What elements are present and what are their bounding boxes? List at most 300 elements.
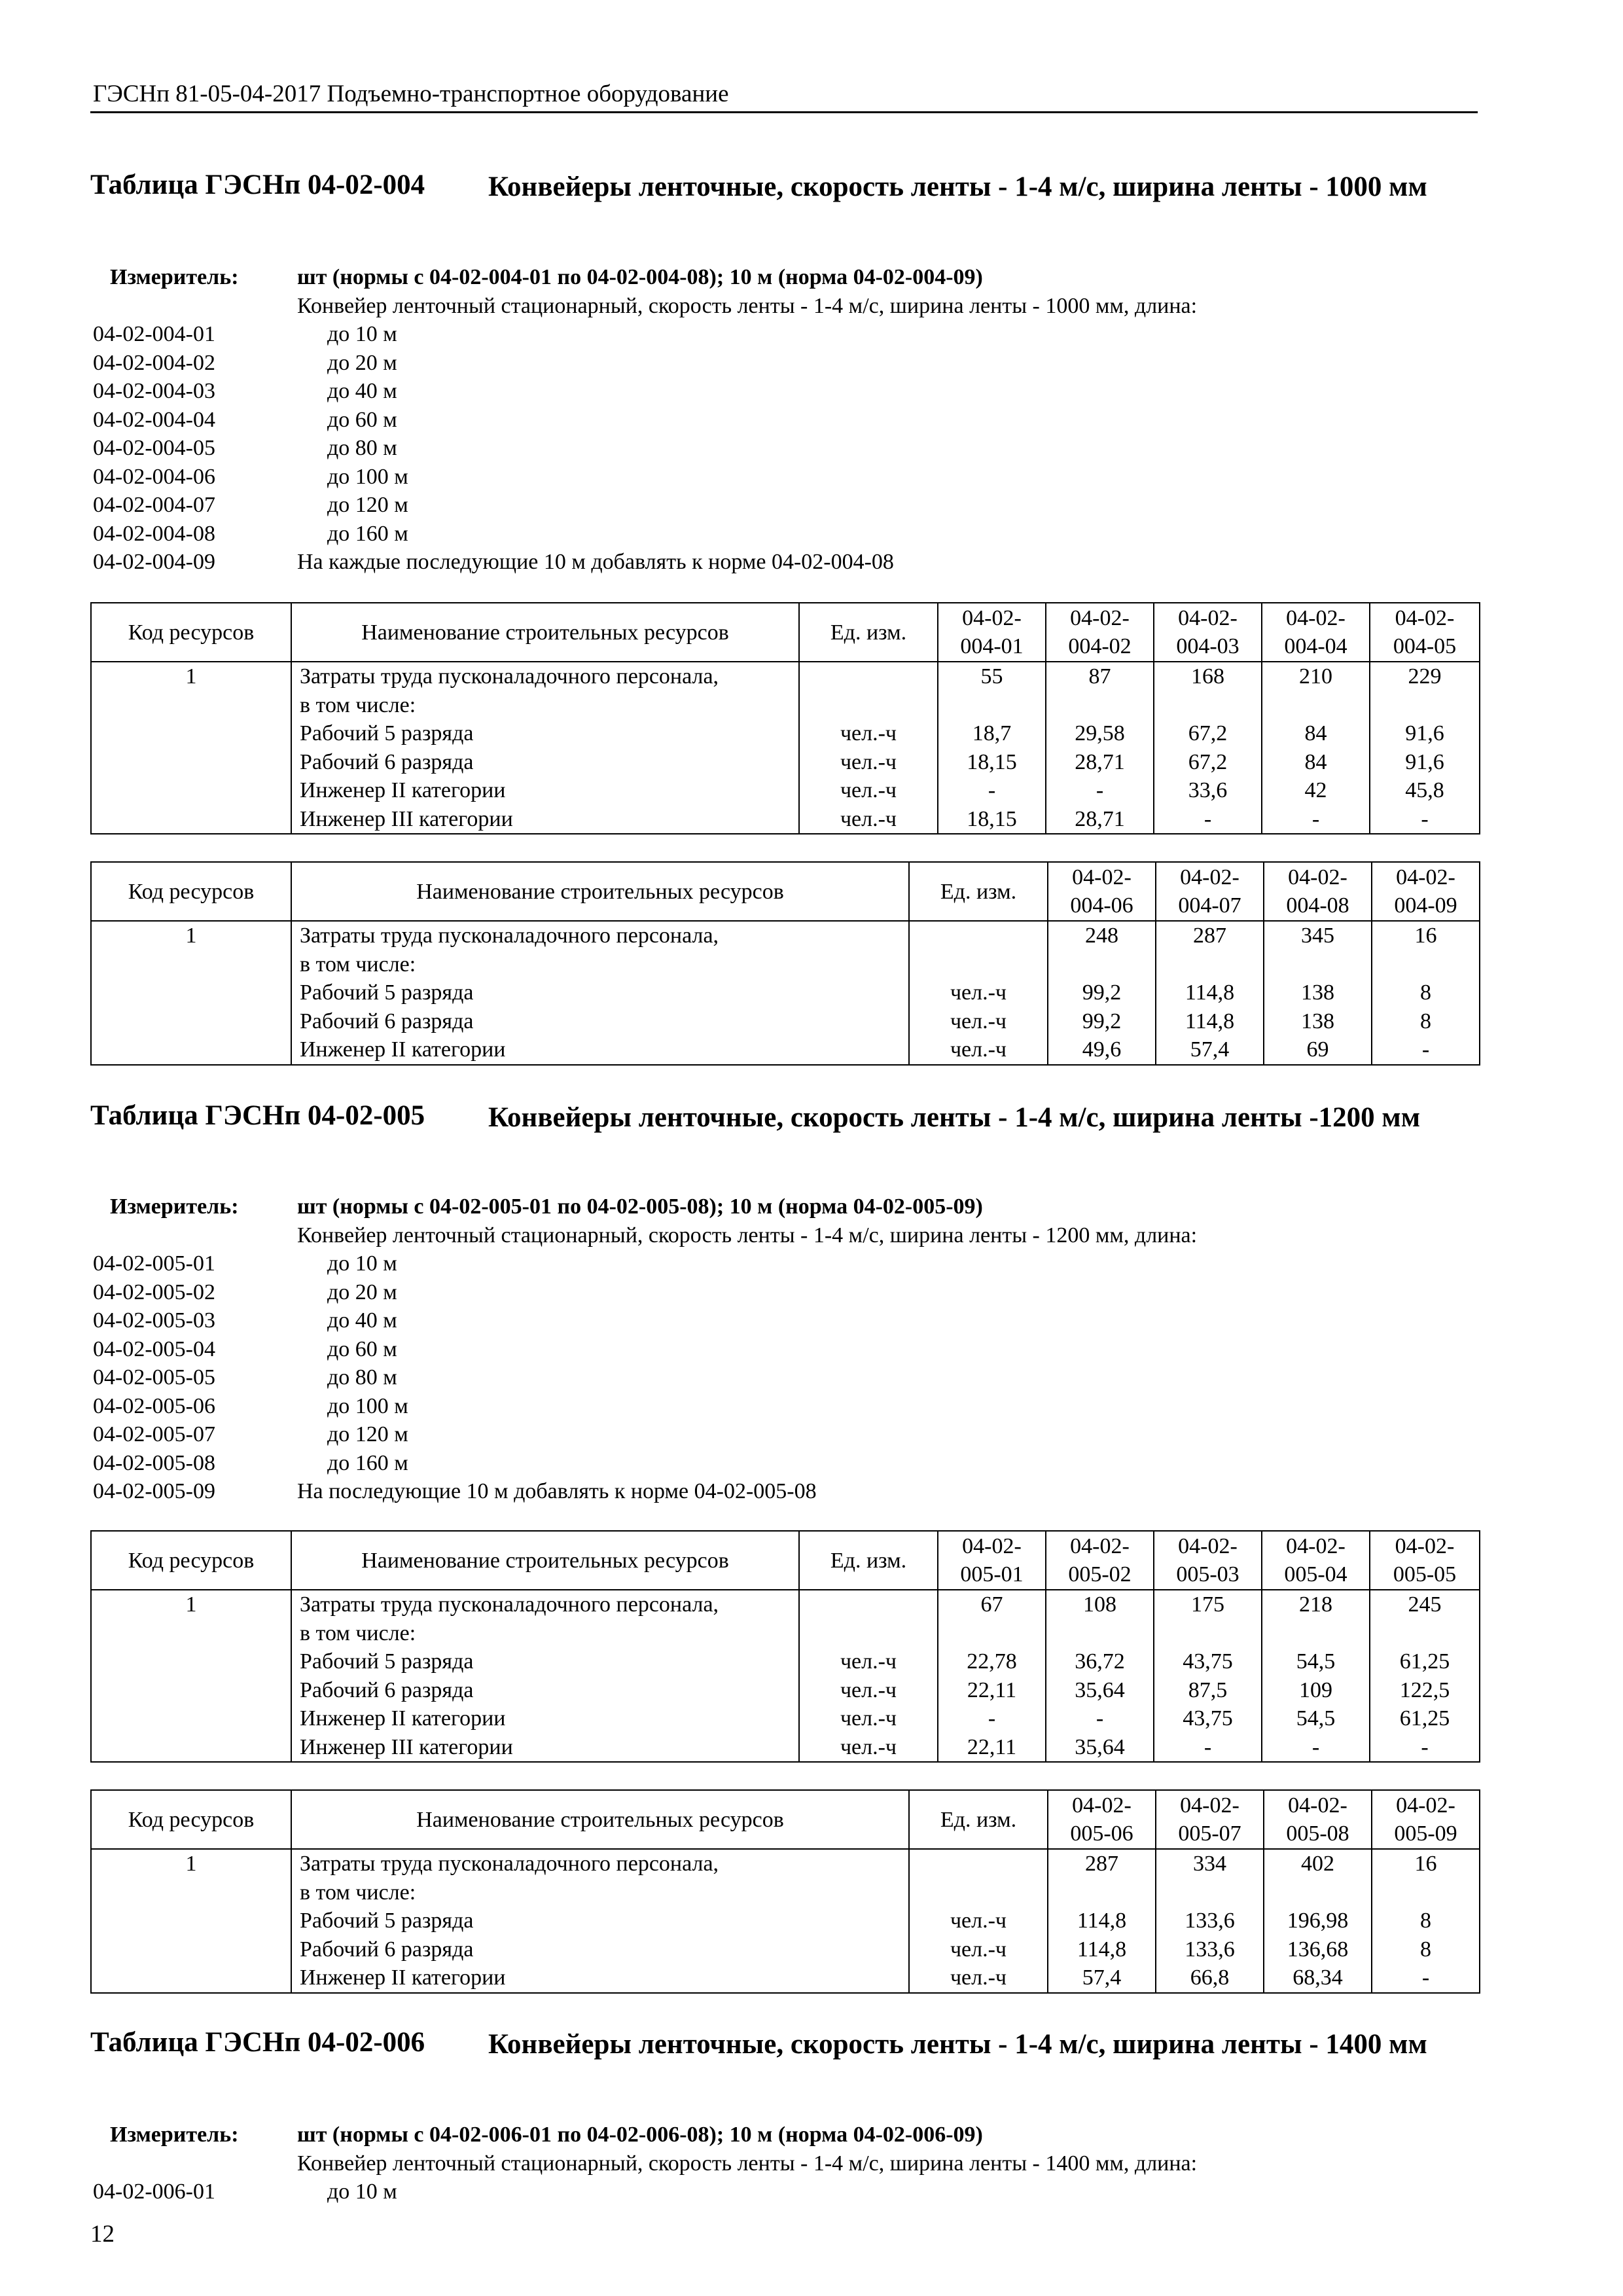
norm-code: 04-02-005-02: [93, 1280, 215, 1304]
norm-code-line1: 04-02-: [1396, 1793, 1455, 1818]
norm-code-line1: 04-02-: [1395, 1534, 1455, 1558]
norm-value: 133,6: [1185, 1937, 1235, 1962]
norm-code: 04-02-005-06: [93, 1393, 215, 1418]
norm-value: 35,64: [1075, 1677, 1125, 1702]
col-header-unit: Ед. изм.: [799, 603, 938, 662]
norm-value: 218: [1299, 1592, 1332, 1617]
resource-name: в том числе:: [300, 1621, 416, 1645]
norm-code-line2: 004-09: [1394, 893, 1457, 918]
norm-value: 138: [1301, 980, 1334, 1005]
norm-item: [90, 2178, 1478, 2206]
norm-value: 54,5: [1296, 1706, 1336, 1731]
norm-length: до 60 м: [327, 1336, 397, 1361]
norm-length: до 40 м: [327, 1308, 397, 1333]
norm-value: 84: [1304, 749, 1327, 774]
measure-row: [90, 2121, 1478, 2149]
norm-value: 42: [1304, 778, 1327, 802]
norm-value: 248: [1085, 924, 1118, 948]
norm-values: [1370, 662, 1480, 834]
resource-table-b: [90, 861, 1478, 1066]
norm-values: [1372, 1849, 1480, 1993]
resource-unit: чел.-ч: [950, 1009, 1007, 1033]
norm-code-line1: 04-02-: [1396, 865, 1455, 889]
norm-code-line1: 04-02-: [1288, 1793, 1347, 1818]
norm-code-line1: 04-02-: [1180, 865, 1240, 889]
norm-code-line1: 04-02-: [1395, 606, 1455, 630]
norm-length: до 40 м: [327, 379, 397, 403]
resource-unit: [910, 1850, 1047, 1878]
norm-value: [1156, 1878, 1263, 1907]
norm-value: [938, 1619, 1045, 1648]
col-header-norm: [1156, 1790, 1264, 1849]
norm-value: 84: [1304, 721, 1327, 745]
norm-value: [1370, 1619, 1479, 1648]
resource-unit: чел.-ч: [840, 721, 897, 745]
resource-unit: чел.-ч: [840, 1649, 897, 1674]
norm-code-line2: 004-07: [1178, 893, 1241, 918]
resource-name: в том числе:: [300, 692, 416, 717]
norm-value: 67,2: [1188, 749, 1228, 774]
measure-list: [90, 2121, 1478, 2206]
norm-code: 04-02-004-06: [93, 464, 215, 489]
section-04-02-005: [90, 1100, 1478, 1178]
norm-code-line2: 005-06: [1070, 1821, 1133, 1846]
page-header: [90, 77, 1478, 113]
col-header-unit: Ед. изм.: [799, 1531, 938, 1590]
norm-value: 16: [1414, 1852, 1437, 1876]
resource-name: Рабочий 5 разряда: [300, 1909, 474, 1933]
norm-item: [90, 1392, 1478, 1421]
norm-code-line2: 005-02: [1068, 1562, 1132, 1587]
norm-value: 87,5: [1188, 1677, 1228, 1702]
header-row: [91, 1531, 1480, 1590]
norm-value: 168: [1191, 664, 1224, 689]
norm-length: до 20 м: [327, 1280, 397, 1304]
col-header-unit: Ед. изм.: [909, 1790, 1048, 1849]
norm-item: [90, 349, 1478, 378]
norm-item: [90, 1335, 1478, 1364]
norm-value: 16: [1414, 924, 1437, 948]
resource-unit: [800, 1619, 937, 1648]
norm-item: [90, 1363, 1478, 1392]
table-number: Таблица ГЭСНп 04-02-004: [90, 170, 425, 200]
norm-item: [90, 1420, 1478, 1449]
norm-value: -: [1096, 1706, 1104, 1731]
norm-values: [1264, 1849, 1372, 1993]
col-header-norm: [1156, 862, 1264, 921]
norm-value: 18,15: [967, 749, 1017, 774]
norm-value: 29,58: [1075, 721, 1125, 745]
norm-value: 229: [1408, 664, 1442, 689]
norm-values: [1046, 1590, 1154, 1762]
norm-code: 04-02-005-09: [93, 1479, 215, 1503]
resource-unit: [910, 950, 1047, 979]
resource-unit: [800, 691, 937, 720]
norm-code: 04-02-004-07: [93, 493, 215, 517]
col-header-norm: [1372, 1790, 1480, 1849]
norm-value: -: [1096, 778, 1104, 802]
norm-code-line1: 04-02-: [1288, 865, 1347, 889]
norm-item: [90, 377, 1478, 406]
norm-value: -: [1204, 1734, 1212, 1759]
norm-length: до 100 м: [327, 1393, 408, 1418]
norm-value: 109: [1299, 1677, 1332, 1702]
col-header-norm: [1370, 603, 1480, 662]
resource-name: в том числе:: [300, 952, 416, 977]
col-header-norm: [1154, 1531, 1262, 1590]
resource-name: Инженер III категории: [300, 806, 513, 831]
description: Конвейер ленточный стационарный, скорость ленты - 1-4 м/с, ширина ленты - 1400 мм, длина:: [297, 2151, 1198, 2176]
col-header-norm: [1372, 862, 1480, 921]
norm-value: 28,71: [1075, 806, 1125, 831]
norm-value: [1048, 950, 1155, 979]
norm-value: [1046, 691, 1153, 720]
norm-value: -: [1204, 806, 1212, 831]
col-header-norm: [1046, 603, 1154, 662]
norm-value: 245: [1408, 1592, 1442, 1617]
norm-value: 402: [1301, 1852, 1334, 1876]
measure-label: Измеритель:: [110, 1194, 239, 1219]
norm-values: [1372, 921, 1480, 1065]
resource-name: Рабочий 6 разряда: [300, 749, 474, 774]
table-row: [91, 921, 1480, 1065]
page-number: 12: [90, 2221, 115, 2248]
norm-value: 68,34: [1293, 1965, 1343, 1990]
norm-values: [1264, 921, 1372, 1065]
col-header-norm: [1264, 862, 1372, 921]
norm-value: 22,11: [967, 1734, 1017, 1759]
norm-code-line1: 04-02-: [1180, 1793, 1240, 1818]
measure-row: [90, 263, 1478, 292]
norm-value: 196,98: [1287, 1909, 1349, 1933]
norm-code-line2: 005-08: [1286, 1821, 1349, 1846]
norm-code-line2: 004-01: [960, 634, 1024, 658]
norm-value: 108: [1083, 1592, 1116, 1617]
resource-code: 1: [91, 662, 291, 834]
col-header-code: Код ресурсов: [91, 1531, 291, 1590]
norm-value: [1370, 691, 1479, 720]
norm-item: [90, 1306, 1478, 1335]
norm-value: 54,5: [1296, 1649, 1336, 1674]
norm-length: до 160 м: [327, 521, 408, 546]
resource-code: 1: [91, 921, 291, 1065]
measure-label: Измеритель:: [110, 2123, 239, 2147]
description-row: [90, 1221, 1478, 1250]
norm-value: 138: [1301, 1009, 1334, 1033]
table-row: [91, 662, 1480, 834]
measure-row: [90, 1193, 1478, 1221]
norm-value: [1048, 1878, 1155, 1907]
norm-code-line1: 04-02-: [1070, 1534, 1130, 1558]
norm-value: [1262, 1619, 1369, 1648]
header-title: ГЭСНп 81-05-04-2017 Подъемно-транспортное оборудование: [93, 81, 729, 107]
norm-code-line1: 04-02-: [1286, 606, 1346, 630]
norm-values: [938, 662, 1046, 834]
resource-unit: чел.-ч: [950, 980, 1007, 1005]
col-header-name: Наименование строительных ресурсов: [291, 862, 909, 921]
norm-length: до 160 м: [327, 1450, 408, 1475]
col-header-code: Код ресурсов: [91, 603, 291, 662]
col-header-norm: [938, 603, 1046, 662]
norm-code-line2: 004-08: [1286, 893, 1349, 918]
table-row: [91, 1849, 1480, 1993]
norm-value: [1372, 1878, 1479, 1907]
norm-code-line2: 004-04: [1284, 634, 1347, 658]
header-row: [91, 1790, 1480, 1849]
resource-names: [291, 662, 799, 834]
norm-code: 04-02-005-03: [93, 1308, 215, 1333]
description-row: [90, 2149, 1478, 2178]
norm-value: 175: [1191, 1592, 1224, 1617]
norm-value: 36,72: [1075, 1649, 1125, 1674]
norm-values: [1048, 921, 1156, 1065]
measure-block: [90, 263, 1478, 577]
resource-name: Рабочий 6 разряда: [300, 1009, 474, 1033]
norm-values: [938, 1590, 1046, 1762]
norm-code-line1: 04-02-: [1178, 1534, 1238, 1558]
resource-name: Рабочий 5 разряда: [300, 980, 474, 1005]
norm-value: 287: [1193, 924, 1226, 948]
norm-value: 122,5: [1399, 1677, 1450, 1702]
norm-value: 67,2: [1188, 721, 1228, 745]
resource-name: Затраты труда пусконаладочного персонала,: [300, 1592, 719, 1617]
norm-value: 43,75: [1183, 1649, 1233, 1674]
measure-units: шт (нормы с 04-02-005-01 по 04-02-005-08); 10 м (норма 04-02-005-09): [297, 1194, 983, 1219]
norm-length: до 20 м: [327, 350, 397, 375]
norm-value: -: [1421, 806, 1429, 831]
table-number: Таблица ГЭСНп 04-02-005: [90, 1100, 425, 1131]
description: Конвейер ленточный стационарный, скорость ленты - 1-4 м/с, ширина ленты - 1000 мм, длина:: [297, 293, 1198, 318]
resource-unit: чел.-ч: [950, 1037, 1007, 1062]
norm-code-line1: 04-02-: [1286, 1534, 1346, 1558]
norm-item: [90, 1278, 1478, 1307]
resource-unit: чел.-ч: [840, 749, 897, 774]
norm-code-line2: 005-09: [1394, 1821, 1457, 1846]
header-row: [91, 862, 1480, 921]
resource-table-a: [90, 1530, 1478, 1763]
norm-value: 114,8: [1185, 980, 1235, 1005]
norm-code-line1: 04-02-: [1070, 606, 1130, 630]
norm-value: 99,2: [1082, 980, 1122, 1005]
norm-length: до 100 м: [327, 464, 408, 489]
measure-units: шт (нормы с 04-02-004-01 по 04-02-004-08); 10 м (норма 04-02-004-09): [297, 265, 983, 289]
resource-names: [291, 921, 909, 1065]
norm-code: 04-02-005-01: [93, 1251, 215, 1276]
norm-value: 334: [1193, 1852, 1226, 1876]
norm-code: 04-02-004-03: [93, 379, 215, 403]
norm-value: 57,4: [1082, 1965, 1122, 1990]
norm-value: 136,68: [1287, 1937, 1349, 1962]
norm-code-line1: 04-02-: [962, 606, 1022, 630]
norm-value: [1154, 691, 1261, 720]
resource-code: 1: [91, 1590, 291, 1762]
norm-code-line2: 004-03: [1176, 634, 1240, 658]
norm-value: 8: [1420, 1009, 1431, 1033]
measure-units: шт (нормы с 04-02-006-01 по 04-02-006-08); 10 м (норма 04-02-006-09): [297, 2123, 983, 2147]
col-header-norm: [938, 1531, 1046, 1590]
resource-units: [909, 1849, 1048, 1993]
col-header-norm: [1262, 603, 1370, 662]
col-header-norm: [1370, 1531, 1480, 1590]
measure-block: [90, 2121, 1478, 2206]
norm-code: 04-02-005-04: [93, 1336, 215, 1361]
resource-name: Затраты труда пусконаладочного персонала,: [300, 924, 719, 948]
col-header-norm: [1154, 603, 1262, 662]
norm-values: [1370, 1590, 1480, 1762]
norm-length: до 80 м: [327, 1365, 397, 1390]
table-title: [90, 2026, 1478, 2105]
resource-unit: чел.-ч: [840, 806, 897, 831]
norm-code-line2: 005-04: [1284, 1562, 1347, 1587]
measure-list: [90, 263, 1478, 577]
norm-length: до 10 м: [327, 1251, 397, 1276]
norm-item: [90, 1477, 1478, 1506]
norm-code-line2: 004-02: [1068, 634, 1132, 658]
norm-value: 28,71: [1075, 749, 1125, 774]
norm-item: [90, 463, 1478, 492]
norm-value: [1156, 950, 1263, 979]
norm-value: 91,6: [1405, 721, 1444, 745]
norm-code-line2: 005-01: [960, 1562, 1024, 1587]
norm-value: -: [988, 1706, 996, 1731]
col-header-norm: [1262, 1531, 1370, 1590]
norm-value: -: [1311, 806, 1320, 831]
norm-length: до 10 м: [327, 2179, 397, 2204]
norm-value: 91,6: [1405, 749, 1444, 774]
resource-name: Рабочий 6 разряда: [300, 1937, 474, 1962]
resource-names: [291, 1849, 909, 1993]
norm-values: [1154, 662, 1262, 834]
norm-value: 67: [980, 1592, 1003, 1617]
norm-code: 04-02-005-05: [93, 1365, 215, 1390]
norm-code: 04-02-004-08: [93, 521, 215, 546]
norm-code: 04-02-005-08: [93, 1450, 215, 1475]
col-header-code: Код ресурсов: [91, 862, 291, 921]
norm-value: -: [1421, 1734, 1429, 1759]
resource-name: в том числе:: [300, 1880, 416, 1905]
norm-value: 8: [1420, 1909, 1431, 1933]
norm-value: 61,25: [1399, 1649, 1450, 1674]
norm-value: 43,75: [1183, 1706, 1233, 1731]
norm-length: На каждые последующие 10 м добавлять к норме 04-02-004-08: [297, 550, 894, 574]
norm-value: 49,6: [1082, 1037, 1122, 1062]
norm-item: [90, 1449, 1478, 1478]
norm-code-line1: 04-02-: [1072, 1793, 1132, 1818]
resource-name: Рабочий 5 разряда: [300, 721, 474, 745]
col-header-name: Наименование строительных ресурсов: [291, 1531, 799, 1590]
col-header-unit: Ед. изм.: [909, 862, 1048, 921]
norm-value: -: [988, 778, 996, 802]
resource-name: Инженер II категории: [300, 1706, 506, 1731]
resource-name: Рабочий 6 разряда: [300, 1677, 474, 1702]
norm-code-line1: 04-02-: [1072, 865, 1132, 889]
norm-values: [1048, 1849, 1156, 1993]
resource-names: [291, 1590, 799, 1762]
description: Конвейер ленточный стационарный, скорость ленты - 1-4 м/с, ширина ленты - 1200 мм, длина:: [297, 1223, 1198, 1247]
norm-value: 345: [1301, 924, 1334, 948]
resource-unit: чел.-ч: [840, 1706, 897, 1731]
norm-value: 114,8: [1077, 1937, 1127, 1962]
norm-value: 18,7: [972, 721, 1012, 745]
norm-item: [90, 406, 1478, 435]
norm-length: до 10 м: [327, 322, 397, 346]
resource-units: [799, 1590, 938, 1762]
norm-value: 35,64: [1075, 1734, 1125, 1759]
norm-value: 133,6: [1185, 1909, 1235, 1933]
resource-unit: чел.-ч: [840, 778, 897, 802]
norm-value: [1154, 1619, 1261, 1648]
resource-code: 1: [91, 1849, 291, 1993]
norm-code: 04-02-004-02: [93, 350, 215, 375]
norm-code: 04-02-004-01: [93, 322, 215, 346]
col-header-norm: [1048, 1790, 1156, 1849]
norm-code-line2: 005-03: [1176, 1562, 1240, 1587]
norm-item: [90, 491, 1478, 520]
resource-name: Затраты труда пусконаладочного персонала,: [300, 664, 719, 689]
norm-value: 61,25: [1399, 1706, 1450, 1731]
section-04-02-004: [90, 169, 1478, 247]
norm-values: [1046, 662, 1154, 834]
norm-code-line2: 004-05: [1393, 634, 1457, 658]
table-row: [91, 1590, 1480, 1762]
norm-value: [1372, 950, 1479, 979]
norm-item: [90, 1249, 1478, 1278]
col-header-norm: [1048, 862, 1156, 921]
norm-value: 114,8: [1077, 1909, 1127, 1933]
resource-unit: чел.-ч: [840, 1734, 897, 1759]
norm-value: -: [1311, 1734, 1320, 1759]
norm-values: [1156, 921, 1264, 1065]
resource-name: Инженер II категории: [300, 778, 506, 802]
norm-code: 04-02-004-05: [93, 436, 215, 460]
col-header-name: Наименование строительных ресурсов: [291, 1790, 909, 1849]
table-name: Конвейеры ленточные, скорость ленты - 1-4 м/с, ширина ленты -1200 мм: [488, 1102, 1420, 1133]
resource-unit: [910, 922, 1047, 950]
norm-code-line2: 005-05: [1393, 1562, 1457, 1587]
table-name: Конвейеры ленточные, скорость ленты - 1-4 м/с, ширина ленты - 1000 мм: [488, 171, 1427, 202]
norm-length: до 80 м: [327, 436, 397, 460]
col-header-norm: [1046, 1531, 1154, 1590]
norm-value: 33,6: [1188, 778, 1228, 802]
col-header-code: Код ресурсов: [91, 1790, 291, 1849]
section-04-02-006: [90, 2026, 1478, 2105]
norm-code: 04-02-005-07: [93, 1422, 215, 1446]
norm-code: 04-02-004-04: [93, 407, 215, 432]
norm-values: [1262, 662, 1370, 834]
norm-item: [90, 520, 1478, 548]
norm-value: 210: [1299, 664, 1332, 689]
norm-length: до 120 м: [327, 493, 408, 517]
table-number: Таблица ГЭСНп 04-02-006: [90, 2027, 425, 2058]
resource-units: [909, 921, 1048, 1065]
resource-unit: чел.-ч: [950, 1965, 1007, 1990]
norm-item: [90, 320, 1478, 349]
norm-value: 87: [1088, 664, 1111, 689]
col-header-norm: [1264, 1790, 1372, 1849]
norm-item: [90, 548, 1478, 577]
norm-value: 55: [980, 664, 1003, 689]
table-name: Конвейеры ленточные, скорость ленты - 1-4 м/с, ширина ленты - 1400 мм: [488, 2029, 1427, 2060]
resource-unit: [800, 662, 937, 691]
norm-length: На последующие 10 м добавлять к норме 04-02-005-08: [297, 1479, 817, 1503]
norm-value: 69: [1306, 1037, 1329, 1062]
norm-item: [90, 434, 1478, 463]
norm-values: [1262, 1590, 1370, 1762]
norm-value: 18,15: [967, 806, 1017, 831]
table-title: [90, 169, 1478, 247]
resource-unit: чел.-ч: [950, 1909, 1007, 1933]
norm-value: 22,78: [967, 1649, 1017, 1674]
